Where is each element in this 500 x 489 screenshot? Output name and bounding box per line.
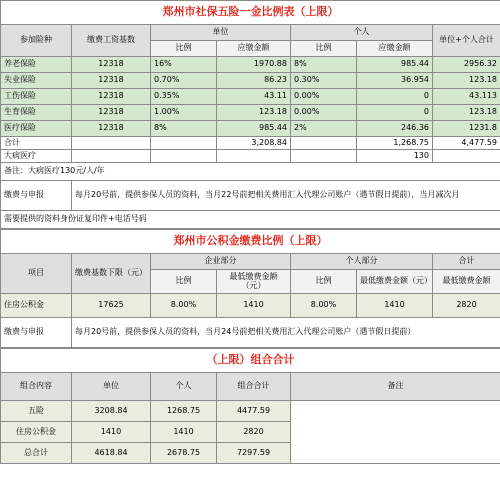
fund-header-company-ratio: 比例 [151, 270, 217, 294]
insurance-personal-amount: 985.44 [357, 57, 433, 73]
header-unit: 单位 [151, 25, 291, 41]
combined-personal: 1268.75 [151, 401, 217, 422]
combined-header-unit: 单位 [72, 373, 151, 401]
combined-name: 住房公积金 [1, 422, 72, 443]
insurance-total: 1231.8 [433, 121, 500, 137]
header-personal-ratio: 比例 [291, 41, 357, 57]
social-insurance-table [0, 0, 500, 229]
payment-text: 每月20号前，提供参保人员的资料，当月22号前把相关费用汇入代理公司账户（遇节假日提前），当月减次月 [72, 181, 500, 211]
combined-remark-cell [291, 401, 500, 464]
insurance-personal-ratio: 2% [291, 121, 357, 137]
insurance-base: 12318 [72, 121, 151, 137]
combined-personal: 2678.75 [151, 443, 217, 464]
insurance-name: 养老保险 [1, 57, 72, 73]
combined-header-item: 组合内容 [1, 373, 72, 401]
insurance-personal-amount: 246.36 [357, 121, 433, 137]
fund-row-company-ratio: 8.00% [151, 294, 217, 318]
materials: 需要提供的资料身份证复印件+电话号码 [1, 211, 500, 229]
insurance-name: 生育保险 [1, 105, 72, 121]
insurance-unit-ratio: 8% [151, 121, 217, 137]
insurance-total: 123.18 [433, 105, 500, 121]
combined-total: 4477.59 [217, 401, 291, 422]
insurance-unit-amount: 985.44 [217, 121, 291, 137]
combined-personal: 1410 [151, 422, 217, 443]
insurance-row [1, 105, 500, 121]
major-medical-row [1, 150, 500, 163]
insurance-total: 123.18 [433, 73, 500, 89]
insurance-unit-ratio: 16% [151, 57, 217, 73]
subtotal-unit: 3,208.84 [217, 137, 291, 150]
insurance-row [1, 89, 500, 105]
insurance-unit-ratio: 0.70% [151, 73, 217, 89]
insurance-personal-amount: 0 [357, 105, 433, 121]
housing-fund-table [0, 229, 500, 348]
insurance-unit-amount: 1970.88 [217, 57, 291, 73]
insurance-base: 12318 [72, 89, 151, 105]
fund-payment-label: 缴费与申报 [1, 318, 72, 348]
fund-header-company: 企业部分 [151, 254, 291, 270]
combined-unit: 1410 [72, 422, 151, 443]
header-unit-ratio: 比例 [151, 41, 217, 57]
insurance-personal-ratio: 0.00% [291, 105, 357, 121]
insurance-row [1, 73, 500, 89]
fund-row-total: 2820 [433, 294, 500, 318]
insurance-personal-amount: 0 [357, 89, 433, 105]
insurance-base: 12318 [72, 57, 151, 73]
fund-header-base: 缴费基数下限（元） [72, 254, 151, 294]
combined-row [1, 401, 500, 422]
subtotal-personal: 1,268.75 [357, 137, 433, 150]
fund-row-base: 17625 [72, 294, 151, 318]
insurance-name: 工伤保险 [1, 89, 72, 105]
combined-total: 7297.59 [217, 443, 291, 464]
insurance-unit-ratio: 0.35% [151, 89, 217, 105]
fund-header-min-total: 最低缴费金额 [433, 270, 500, 294]
fund-row-personal-amount: 1410 [357, 294, 433, 318]
header-item: 参加险种 [1, 25, 72, 57]
subtotal-label: 合计 [1, 137, 72, 150]
fund-title: 郑州市公积金缴费比例（上限） [1, 230, 500, 254]
combined-header-personal: 个人 [151, 373, 217, 401]
header-personal: 个人 [291, 25, 433, 41]
combined-unit: 4618.84 [72, 443, 151, 464]
major-medical-personal: 130 [357, 150, 433, 163]
fund-header-personal-ratio: 比例 [291, 270, 357, 294]
header-base: 缴费工资基数 [72, 25, 151, 57]
combined-name: 总合计 [1, 443, 72, 464]
fund-header-personal: 个人部分 [291, 254, 433, 270]
insurance-base: 12318 [72, 105, 151, 121]
header-total: 单位+个人合计 [433, 25, 500, 57]
insurance-personal-ratio: 0.30% [291, 73, 357, 89]
insurance-total: 43.113 [433, 89, 500, 105]
combined-name: 五险 [1, 401, 72, 422]
fund-row-personal-ratio: 8.00% [291, 294, 357, 318]
insurance-row [1, 121, 500, 137]
fund-payment-text: 每月20号前，提供参保人员的资料，当月24号前把相关费用汇入代理公司账户（遇节假日提前） [72, 318, 500, 348]
fund-row [1, 294, 500, 318]
fund-header-personal-amount: 最低缴费金额（元） [357, 270, 433, 294]
insurance-unit-amount: 123.18 [217, 105, 291, 121]
payment-label: 缴费与申报 [1, 181, 72, 211]
combined-total: 2820 [217, 422, 291, 443]
fund-header-company-amount: 最低缴费金额（元） [217, 270, 291, 294]
combined-header-remark: 备注 [291, 373, 500, 401]
insurance-total: 2956.32 [433, 57, 500, 73]
insurance-unit-ratio: 1.00% [151, 105, 217, 121]
subtotal-row [1, 137, 500, 150]
header-unit-amount: 应缴金额 [217, 41, 291, 57]
insurance-name: 医疗保险 [1, 121, 72, 137]
insurance-personal-ratio: 8% [291, 57, 357, 73]
remark: 备注：大病医疗130元/人/年 [1, 163, 500, 181]
insurance-unit-amount: 43.11 [217, 89, 291, 105]
insurance-base: 12318 [72, 73, 151, 89]
fund-row-company-amount: 1410 [217, 294, 291, 318]
combined-unit: 3208.84 [72, 401, 151, 422]
social-title: 郑州市社保五险一金比例表（上限） [1, 1, 500, 25]
header-personal-amount: 应缴金额 [357, 41, 433, 57]
fund-row-name: 住房公积金 [1, 294, 72, 318]
major-medical-label: 大病医疗 [1, 150, 72, 163]
fund-header-item: 项目 [1, 254, 72, 294]
combined-header-total: 组合合计 [217, 373, 291, 401]
insurance-unit-amount: 86.23 [217, 73, 291, 89]
combined-table [0, 348, 500, 464]
subtotal-total: 4,477.59 [433, 137, 500, 150]
combined-title: （上限）组合合计 [1, 349, 500, 373]
insurance-personal-amount: 36.954 [357, 73, 433, 89]
insurance-name: 失业保险 [1, 73, 72, 89]
insurance-row [1, 57, 500, 73]
fund-header-total: 合计 [433, 254, 500, 270]
insurance-personal-ratio: 0.00% [291, 89, 357, 105]
